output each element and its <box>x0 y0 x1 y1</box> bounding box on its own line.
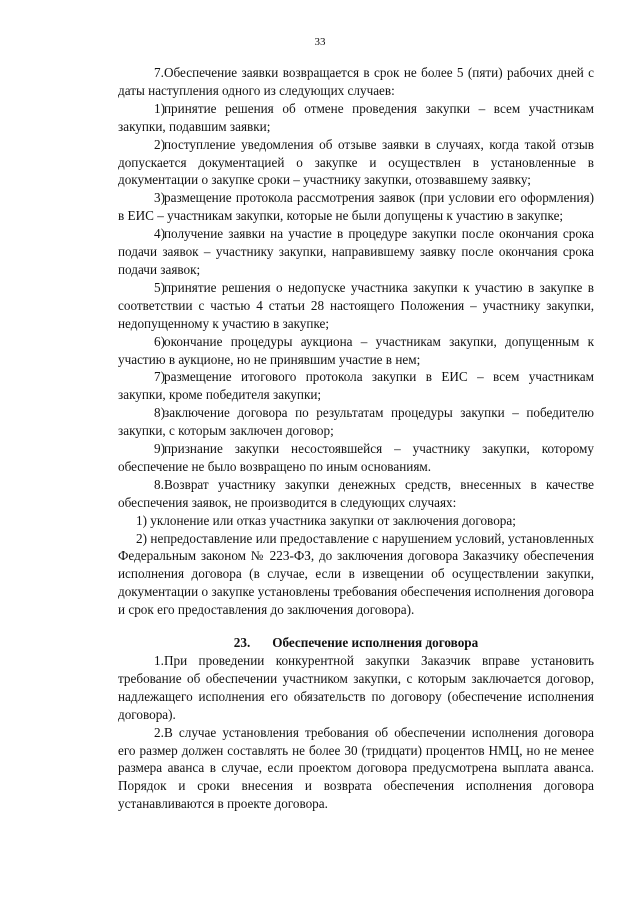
paragraph-number: 7. <box>154 65 164 80</box>
paragraph <box>118 652 594 724</box>
paragraph-text: окончание процедуры аукциона – участникам закупки, допущенным к участию в аукционе, но не принявшим участие в нем; <box>118 333 594 367</box>
section-paragraph-list <box>118 652 594 813</box>
paragraph-number: 7) <box>154 369 165 385</box>
paragraph <box>118 100 594 136</box>
paragraph <box>118 189 594 225</box>
paragraph-text: размещение протокола рассмотрения заявок (при условии его оформления) в ЕИС – участникам закупки, которые не были допущены к участию в закупке; <box>118 190 594 224</box>
paragraph-text: 1) уклонение или отказ участника закупки от заключения договора; <box>136 512 516 528</box>
paragraph-text: признание закупки несостоявшейся – участнику закупки, которому обеспечение не было возвращено по иным основаниям. <box>118 441 594 474</box>
paragraph <box>118 512 594 530</box>
paragraph <box>118 136 594 190</box>
paragraph <box>118 404 594 440</box>
paragraph-number: 1) <box>154 100 165 116</box>
paragraph-text: получение заявки на участие в процедуре закупки после окончания срока подачи заявок – участнику закупки, направившему заявку после окончания срока подачи заявок; <box>118 226 594 277</box>
section-number: 23. <box>233 635 251 651</box>
paragraph <box>118 724 594 814</box>
document-body <box>118 64 594 813</box>
paragraph-text: заключение договора по результатам процедуры закупки – победителю закупки, с которым заключен договор; <box>118 405 594 439</box>
paragraph-list <box>118 64 594 619</box>
paragraph <box>118 279 594 333</box>
paragraph-text: В случае установления требования об обеспечении исполнения договора его размер должен составлять не более 30 (тридцати) процентов НМЦ, но не менее размера аванса в случае, если проектом договора предусмотрена выплата аванса. Порядок и сроки внесения и возврата обеспечения исполнения договора устанавливаются в проекте договора. <box>118 724 594 812</box>
paragraph-number: 8) <box>154 405 165 421</box>
paragraph <box>118 368 594 404</box>
paragraph <box>118 476 594 512</box>
paragraph-text: принятие решения об отмене проведения закупки – всем участникам закупки, подавшим заявки; <box>118 100 594 134</box>
paragraph-text: Возврат участнику закупки денежных средств, внесенных в качестве обеспечения заявок, не производится в следующих случаях: <box>118 476 594 510</box>
paragraph-number: 1. <box>154 653 164 668</box>
page-number: 33 <box>314 36 326 48</box>
paragraph <box>118 333 594 369</box>
section-heading <box>118 634 594 652</box>
paragraph <box>118 225 594 279</box>
paragraph-text: Обеспечение заявки возвращается в срок не более 5 (пяти) рабочих дней с даты наступления одного из следующих случаев: <box>118 65 594 98</box>
paragraph <box>118 64 594 100</box>
paragraph-number: 5) <box>154 279 165 295</box>
paragraph <box>118 440 594 476</box>
paragraph-text: 2) непредоставление или предоставление с нарушением условий, установленных Федеральным законом № 223-ФЗ, до заключения договора Заказчику обеспечения исполнения договора (в случае, если в извещении об осуществлении закупки, документации о закупке установлены требования обеспечения исполнения договора и срок его предоставления до заключения договора). <box>118 530 594 618</box>
paragraph-text: размещение итогового протокола закупки в ЕИС – всем участникам закупки, кроме победителя закупки; <box>118 369 594 403</box>
paragraph-text: При проведении конкурентной закупки Заказчик вправе установить требование об обеспечении участником закупки, с которым заключается договор, надлежащего исполнения его обязательств по договору (обеспечение исполнения договора). <box>118 653 594 722</box>
paragraph-number: 2. <box>154 724 164 740</box>
paragraph-number: 9) <box>154 441 165 457</box>
paragraph-number: 4) <box>154 226 165 242</box>
paragraph-number: 2) <box>154 136 165 152</box>
paragraph-number: 3) <box>154 190 165 206</box>
paragraph-text: принятие решения о недопуске участника закупки к участию в закупке в соответствии с частью 4 статьи 28 настоящего Положения – участнику закупки, недопущенному к участию в закупке; <box>118 279 594 331</box>
paragraph-number: 8. <box>154 476 164 492</box>
section-title: Обеспечение исполнения договора <box>272 635 479 651</box>
paragraph-number: 6) <box>154 333 165 349</box>
paragraph <box>118 530 594 620</box>
paragraph-text: поступление уведомления об отзыве заявки в случаях, когда такой отзыв допускается документацией о закупке и осуществлен в установленные в документации о закупке сроки – участнику закупки, отозвавшему заявку; <box>118 136 594 188</box>
